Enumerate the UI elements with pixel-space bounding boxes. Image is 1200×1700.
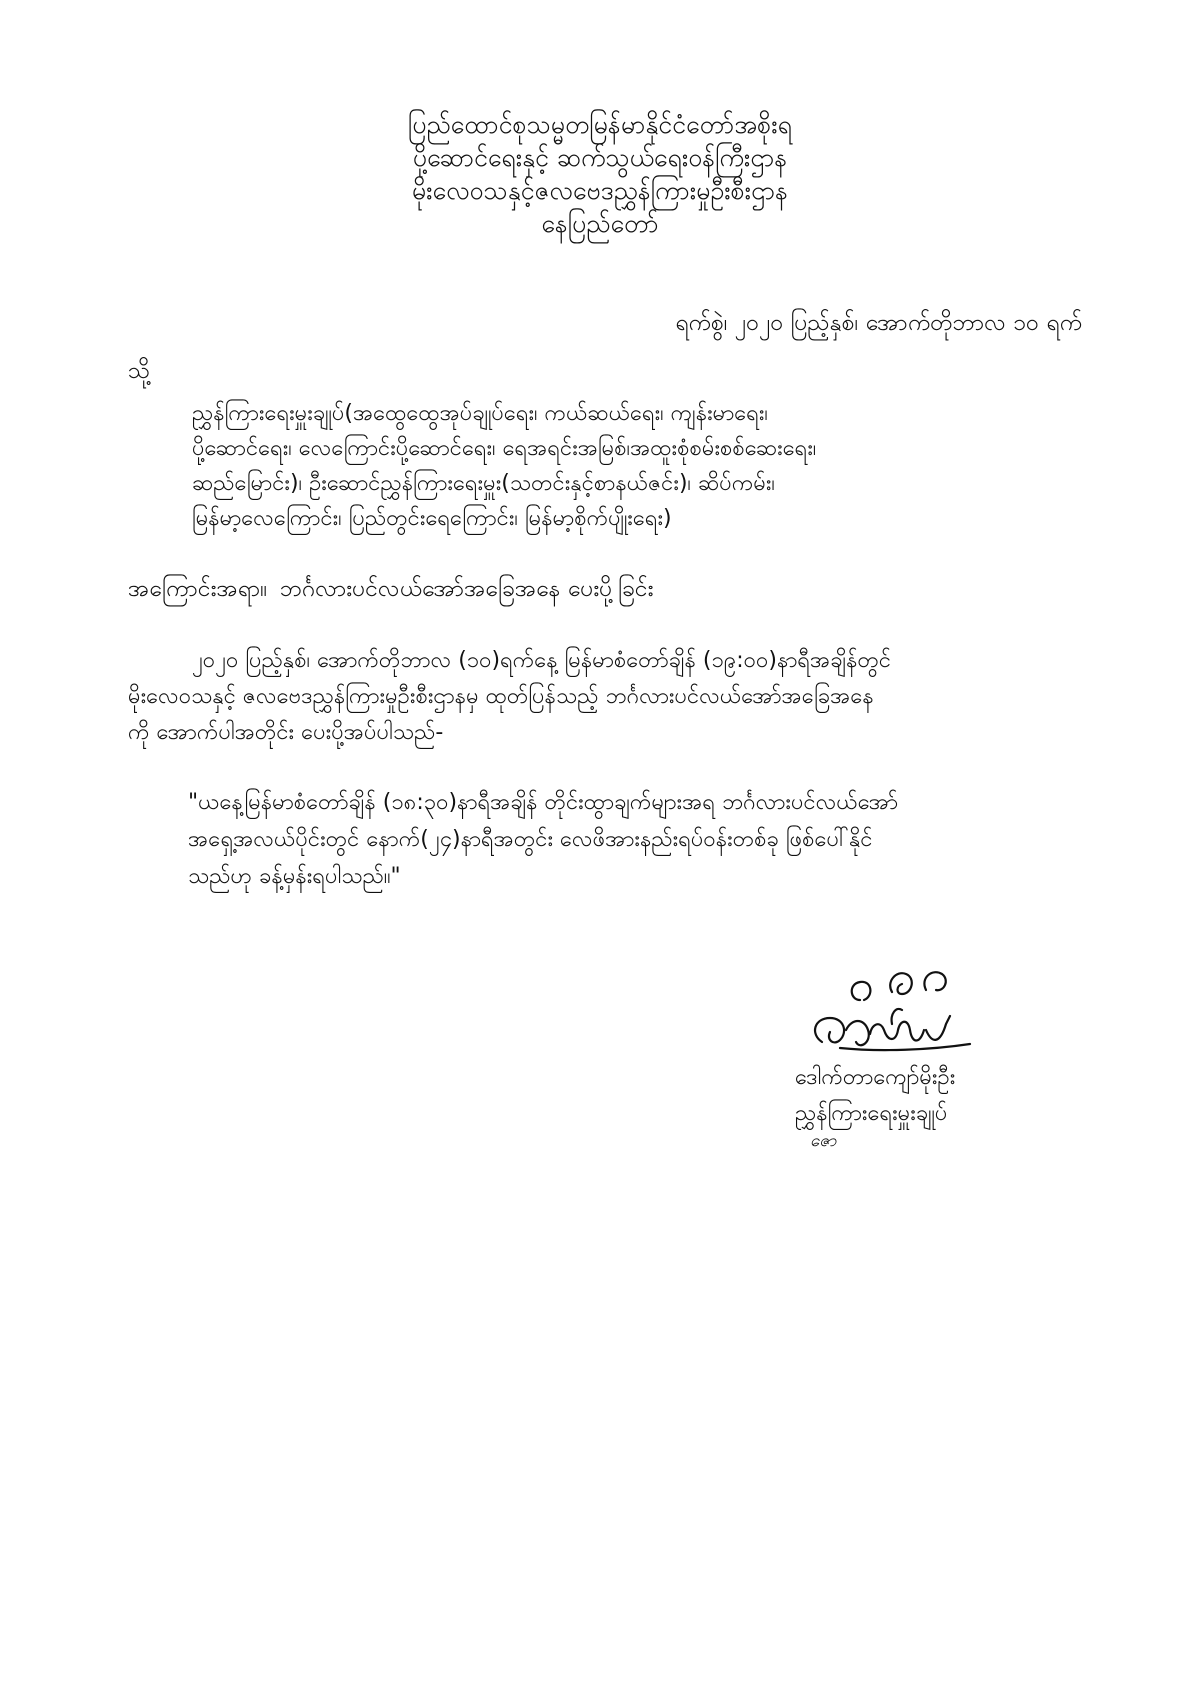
letterhead	[320, 108, 880, 240]
subject-label: အကြောင်းအရာ။	[128, 576, 268, 602]
government-name: ပြည်ထောင်စုသမ္မတမြန်မာနိုင်ငံတော်အစိုးရ	[408, 110, 792, 139]
subject-line	[128, 574, 654, 608]
forecast-quote	[188, 784, 1088, 895]
city-name: နေပြည်တော်	[541, 209, 659, 238]
letter-date: ရက်စွဲ၊ ၂၀၂၀ ပြည့်နှစ်၊ အောက်တိုဘာလ ၁၀ ရက်	[675, 310, 1082, 336]
subject-text: ဘင်္ဂလားပင်လယ်အော်အခြေအနေ ပေးပို့ခြင်း	[280, 576, 654, 602]
body-line: ကို အောက်ပါအတိုင်း ပေးပို့အပ်ပါသည်-	[128, 720, 444, 745]
recipient-line: ဆည်မြောင်း)၊ ဦးဆောင်ညွှန်ကြားရေးမှူး(သတင်းနှင့်စာနယ်ဇင်း)၊ ဆိပ်ကမ်း၊	[192, 471, 775, 496]
signature-block	[795, 1060, 955, 1132]
to-label: သို့	[128, 358, 151, 384]
quote-line: အရှေ့အလယ်ပိုင်းတွင် နောက်(၂၄)နာရီအတွင်း လေဖိအားနည်းရပ်ဝန်းတစ်ခု ဖြစ်ပေါ်နိုင်	[188, 827, 873, 852]
handwritten-signature	[800, 960, 1000, 1060]
recipient-line: ညွှန်ကြားရေးမှူးချုပ်(အထွေထွေအုပ်ချုပ်ရေး၊ ကယ်ဆယ်ရေး၊ ကျန်းမာရေး၊	[192, 401, 768, 426]
recipients-list	[192, 396, 1092, 536]
typist-initials: ဇော	[810, 1131, 837, 1151]
department-name: မိုးလေဝသနှင့်ဇလဗေဒညွှန်ကြားမှုဦးစီးဌာန	[411, 176, 789, 205]
quote-line: သည်ဟု ခန့်မှန်းရပါသည်။"	[188, 864, 401, 889]
quote-line: "ယနေ့မြန်မာစံတော်ချိန် (၁၈:၃၀)နာရီအချိန် တိုင်းထွာချက်များအရ ဘင်္ဂလားပင်လယ်အော်	[188, 790, 899, 815]
ministry-name: ပို့ဆောင်ရေးနှင့် ဆက်သွယ်ရေးဝန်ကြီးဌာန	[412, 143, 788, 172]
body-paragraph	[128, 643, 1088, 751]
body-line: ၂၀၂၀ ပြည့်နှစ်၊ အောက်တိုဘာလ (၁၀)ရက်နေ့ မြန်မာစံတော်ချိန် (၁၉:၀၀)နာရီအချိန်တွင်	[192, 648, 892, 673]
recipient-line: မြန်မာ့လေကြောင်း၊ ပြည်တွင်းရေကြောင်း၊ မြန်မာ့စိုက်ပျိုးရေး)	[192, 506, 672, 531]
recipient-line: ပို့ဆောင်ရေး၊ လေကြောင်းပို့ဆောင်ရေး၊ ရေအရင်းအမြစ်၊အထူးစုံစမ်းစစ်ဆေးရေး၊	[192, 436, 817, 461]
body-line: မိုးလေဝသနှင့် ဇလဗေဒညွှန်ကြားမှုဦးစီးဌာနမှ ထုတ်ပြန်သည့် ဘင်္ဂလားပင်လယ်အော်အခြေအနေ	[128, 684, 874, 709]
signatory-name: ဒေါက်တာကျော်မိုးဦး	[795, 1065, 956, 1090]
signatory-title: ညွှန်ကြားရေးမှူးချုပ်	[795, 1101, 948, 1126]
